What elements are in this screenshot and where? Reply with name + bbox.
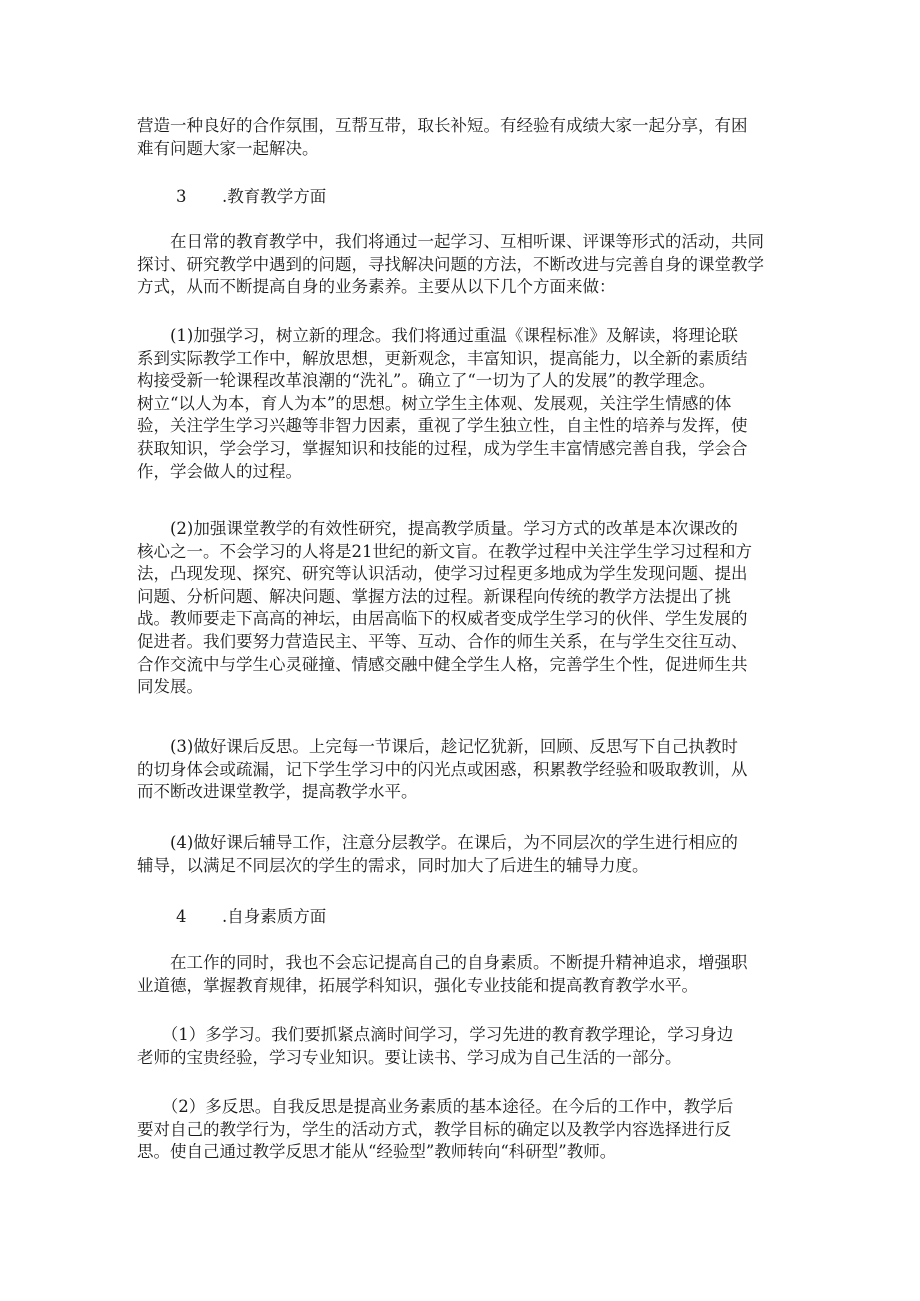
text-line: 树立“以人为本，育人为本”的思想。树立学生主体观、发展观，关注学生情感的体 — [137, 393, 732, 413]
text-line: 构接受新一轮课程改革浪潮的“洗礼”。确立了“一切为了人的发展”的教学理念。 — [137, 371, 716, 391]
text-line: 思。使自己通过教学反思才能从“经验型”教师转向“科研型”教师。 — [137, 1142, 617, 1162]
text-line: 的切身体会或疏漏，记下学生学习中的闪光点或困惑，积累教学经验和吸取教训，从 — [137, 759, 748, 779]
text-line: （2）多反思。自我反思是提高业务素质的基本途径。在今后的工作中，教学后 — [137, 1097, 734, 1116]
text-line: 老师的宝贵经验，学习专业知识。要让读书、学习成为自己生活的一部分。 — [137, 1047, 682, 1067]
paragraph-tutoring — [137, 832, 785, 877]
text-line: 业道德，掌握教育规律，拓展学科知识，强化专业技能和提高教育教学水平。 — [137, 975, 698, 995]
text-line: (3)做好课后反思。上完每一节课后，趁记忆犹新，回顾、反思写下自己执教时 — [137, 737, 738, 756]
text-line: (1)加强学习，树立新的理念。我们将通过重温《课程标准》及解读，将理论联 — [137, 326, 738, 345]
text-line: （1）多学习。我们要抓紧点滴时间学习，学习先进的教育教学理论，学习身边 — [137, 1025, 734, 1044]
text-line: 问题、分析问题、解决问题、掌握方法的过程。新课程向传统的教学方法提出了挑 — [137, 586, 731, 606]
paragraph-study — [137, 325, 785, 483]
text-line: 在工作的同时，我也不会忘记提高自己的自身素质。不断提升精神追求，增强职 — [137, 953, 748, 972]
text-line: 促进者。我们要努力营造民主、平等、互动、合作的师生关系，在与学生交往互动、 — [137, 631, 748, 651]
heading-title: .教育教学方面 — [222, 187, 327, 206]
section-heading-teaching — [176, 186, 326, 208]
paragraph-intro — [137, 115, 785, 160]
text-line: 合作交流中与学生心灵碰撞、情感交融中健全学生人格，完善学生个性，促进师生共 — [137, 654, 748, 674]
text-line: 核心之一。不会学习的人将是21世纪的新文盲。在教学过程中关注学生学习过程和方 — [137, 541, 752, 561]
text-line: 探讨、研究教学中遇到的问题，寻找解决问题的方法，不断改进与完善自身的课堂教学 — [137, 254, 764, 274]
paragraph-teaching-intro — [137, 231, 785, 299]
paragraph-reflect-after-class — [137, 736, 785, 804]
paragraph-more-study — [137, 1024, 785, 1069]
text-line: (4)做好课后辅导工作，注意分层教学。在课后，为不同层次的学生进行相应的 — [137, 833, 738, 852]
text-line: (2)加强课堂教学的有效性研究，提高教学质量。学习方式的改革是本次课改的 — [137, 519, 738, 538]
text-line: 而不断改进课堂教学，提高教学水平。 — [137, 782, 418, 802]
section-heading-self-quality — [176, 906, 326, 928]
text-line: 难有问题大家一起解决。 — [137, 138, 319, 158]
heading-number: 4 — [176, 907, 187, 926]
text-line: 营造一种良好的合作氛围，互帮互带，取长补短。有经验有成绩大家一起分享，有困 — [137, 116, 748, 135]
heading-number: 3 — [176, 187, 187, 206]
text-line: 法，凸现发现、探究、研究等认识活动，使学习过程更多地成为学生发现问题、提出 — [137, 564, 748, 584]
text-line: 系到实际教学工作中，解放思想，更新观念，丰富知识，提高能力，以全新的素质结 — [137, 348, 748, 368]
text-line: 要对自己的教学行为，学生的活动方式，教学目标的确定以及教学内容选择进行反 — [137, 1119, 731, 1139]
text-line: 方式，从而不断提高自身的业务素养。主要从以下几个方面来做： — [137, 277, 616, 297]
paragraph-classroom — [137, 518, 785, 699]
text-line: 战。教师要走下高高的神坛，由居高临下的权威者变成学生学习的伙伴、学生发展的 — [137, 609, 748, 629]
text-line: 作，学会做人的过程。 — [137, 461, 302, 481]
text-line: 在日常的教育教学中，我们将通过一起学习、互相听课、评课等形式的活动，共同 — [137, 232, 764, 251]
text-line: 获取知识，学会学习，掌握知识和技能的过程，成为学生丰富情感完善自我，学会合 — [137, 438, 748, 458]
paragraph-more-reflect — [137, 1096, 785, 1164]
text-line: 验，关注学生学习兴趣等非智力因素，重视了学生独立性，自主性的培养与发挥，使 — [137, 416, 748, 436]
text-line: 辅导，以满足不同层次的学生的需求，同时加大了后进生的辅导力度。 — [137, 855, 649, 875]
paragraph-quality-intro — [137, 952, 785, 997]
heading-title: .自身素质方面 — [222, 907, 327, 926]
text-line: 同发展。 — [137, 677, 203, 697]
